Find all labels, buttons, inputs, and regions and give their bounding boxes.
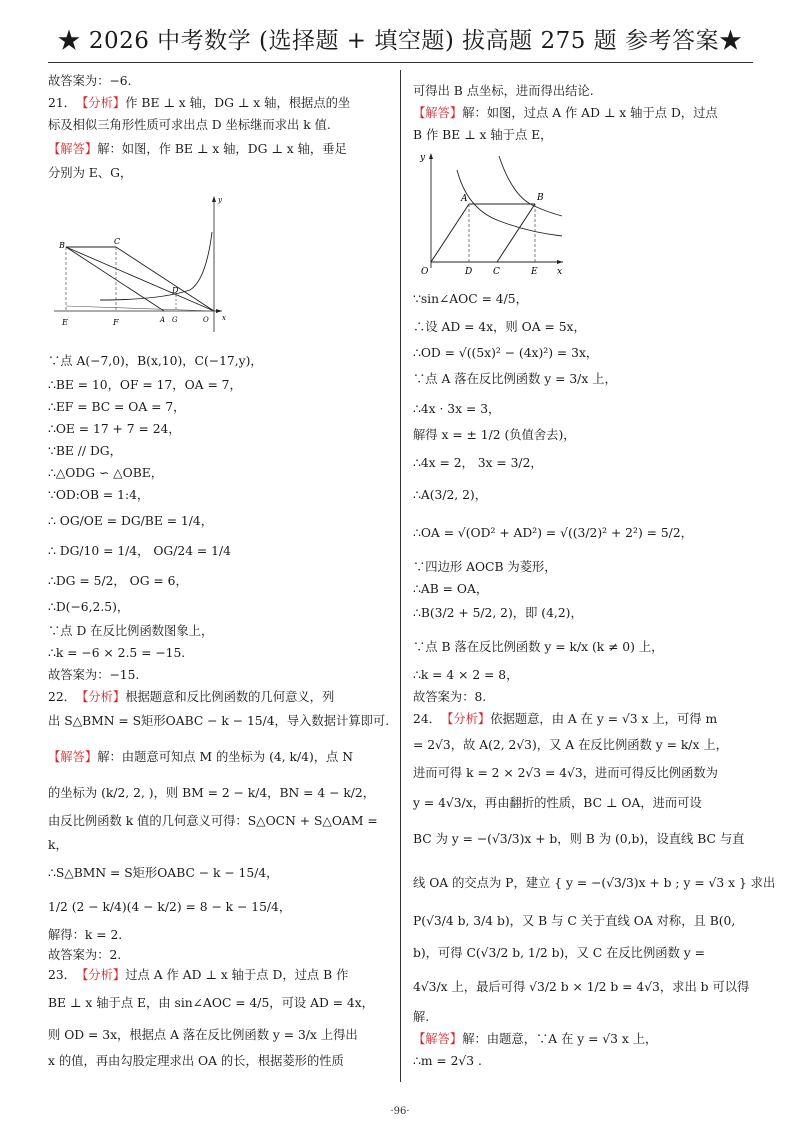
line: 标及相似三角形性质可求出点 D 坐标继而求出 k 值. xyxy=(48,118,331,132)
line: ∴S△BMN = S矩形OABC − k − 15/4， xyxy=(48,866,279,880)
line: 可得出 B 点坐标，进而得出结论. xyxy=(413,84,594,98)
line: 由反比例函数 k 值的几何意义可得：S△OCN + S△OAM = xyxy=(48,814,378,828)
header-rule xyxy=(48,62,753,63)
label-A: A xyxy=(160,316,166,324)
label-C: C xyxy=(493,267,500,277)
line: b)，可得 C(√3/2 b, 1/2 b)，又 C 在反比例函数 y = xyxy=(413,946,705,960)
line: ∴4x · 3x = 3， xyxy=(413,402,501,416)
label-E: E xyxy=(62,318,68,327)
line: = 2√3，故 A(2, 2√3)，又 A 在反比例函数 y = k/x 上， xyxy=(413,738,728,752)
label-D: D xyxy=(172,286,179,295)
line: 4√3/x 上，最后可得 √3/2 b × 1/2 b = 4√3，求出 b 可以得 xyxy=(413,980,750,994)
column-divider xyxy=(400,70,401,1082)
label-y: y xyxy=(218,196,222,204)
label-F: F xyxy=(113,318,119,327)
line: ∴ OG/OE = DG/BE = 1/4， xyxy=(48,514,214,528)
line: k， xyxy=(48,838,68,852)
line: ∴k = 4 × 2 = 8， xyxy=(413,668,519,682)
label-D: D xyxy=(465,267,473,277)
analysis-line: 【分析】作 BE ⊥ x 轴，DG ⊥ x 轴，根据点的坐 xyxy=(76,96,351,110)
line: 的坐标为 (k/2, 2, )，则 BM = 2 − k/4，BN = 4 − k/2， xyxy=(48,786,376,800)
line: y = 4√3/x，再由翻折的性质，BC ⊥ OA，进而可设 xyxy=(413,796,702,810)
line: ∵点 B 落在反比例函数 y = k/x (k ≠ 0) 上， xyxy=(413,640,664,654)
line: 分别为 E、G， xyxy=(48,166,133,180)
answer-line: 【解答】解：如图，过点 A 作 AD ⊥ x 轴于点 D，过点 xyxy=(413,106,718,120)
question-number: 23． xyxy=(48,968,76,982)
label-O: O xyxy=(203,316,209,324)
line: ∴EF = BC = OA = 7， xyxy=(48,400,186,414)
line: ∵点 D 在反比例函数图象上， xyxy=(48,624,214,638)
line: 出 S△BMN = S矩形OABC − k − 15/4，导入数据计算即可. xyxy=(48,714,390,728)
line: ∴AB = OA， xyxy=(413,582,489,596)
line: P(√3/4 b, 3/4 b)，又 B 与 C 关于直线 OA 对称，且 B(0, xyxy=(413,914,736,928)
label-y: y xyxy=(420,153,426,163)
line: ∵BE // DG， xyxy=(48,444,122,458)
line: 线 OA 的交点为 P，建立 { y = −(√3/3)x + b ; y = √3 x } 求出 xyxy=(413,876,776,890)
line: 故答案为：2. xyxy=(48,948,122,962)
label-O: O xyxy=(421,267,429,277)
line: ∵点 A 落在反比例函数 y = 3/x 上， xyxy=(413,372,617,386)
line: ∴ DG/10 = 1/4， OG/24 = 1/4 xyxy=(48,544,231,558)
line: ∴A(3/2, 2)， xyxy=(413,488,488,502)
page-number: ·96· xyxy=(390,1106,410,1117)
line: ∴△ODG ∽ △OBE， xyxy=(48,466,164,480)
line: BE ⊥ x 轴于点 E，由 sin∠AOC = 4/5，可设 AD = 4x， xyxy=(48,996,374,1010)
analysis-line: 【分析】过点 A 作 AD ⊥ x 轴于点 D，过点 B 作 xyxy=(76,968,349,982)
line: ∵四边形 AOCB 为菱形， xyxy=(413,560,557,574)
page-title: ★ 2026 中考数学 (选择题 + 填空题) 拔高题 275 题 参考答案★ xyxy=(57,28,743,54)
line: ∵sin∠AOC = 4/5， xyxy=(413,292,528,306)
figure-21 xyxy=(50,192,230,337)
line: x 的值，再由勾股定理求出 OA 的长，根据菱形的性质 xyxy=(48,1054,344,1068)
line: 故答案为：−6. xyxy=(48,74,132,88)
line: ∴D(−6,2.5)， xyxy=(48,600,130,614)
line: ∴m = 2√3 . xyxy=(413,1054,482,1068)
figure-23 xyxy=(417,150,567,280)
line: 解得 x = ± 1/2 (负值舍去)， xyxy=(413,428,576,442)
line: ∴OE = 17 + 7 = 24， xyxy=(48,422,181,436)
line: BC 为 y = −(√3/3)x + b，则 B 为 (0,b)，设直线 BC 与直 xyxy=(413,832,745,846)
line: ∴OA = √(OD² + AD²) = √((3/2)² + 2²) = 5/2， xyxy=(413,526,693,540)
line: ∴k = −6 × 2.5 = −15. xyxy=(48,646,186,660)
label-C: C xyxy=(114,237,121,246)
line: ∴4x = 2， 3x = 3/2， xyxy=(413,456,543,470)
line: 故答案为：8. xyxy=(413,690,487,704)
line: ∴设 AD = 4x，则 OA = 5x， xyxy=(413,320,586,334)
answer-line: 【解答】解：由题意可知点 M 的坐标为 (4, k/4)，点 N xyxy=(48,750,354,764)
question-number: 22． xyxy=(48,690,76,704)
line: 则 OD = 3x，根据点 A 落在反比例函数 y = 3/x 上得出 xyxy=(48,1028,358,1042)
line: ∵OD:OB = 1:4， xyxy=(48,488,150,502)
line: ∴BE = 10，OF = 17，OA = 7， xyxy=(48,378,242,392)
label-x: x xyxy=(557,267,563,277)
line: ∴OD = √((5x)² − (4x)²) = 3x， xyxy=(413,346,599,360)
line: 故答案为：−15. xyxy=(48,668,140,682)
line: 解得：k = 2. xyxy=(48,928,123,942)
label-B: B xyxy=(537,193,544,203)
line: 进而可得 k = 2 × 2√3 = 4√3，进而可得反比例函数为 xyxy=(413,766,718,780)
label-G: G xyxy=(172,316,178,324)
label-E: E xyxy=(531,267,538,277)
answer-line: 【解答】解：如图，作 BE ⊥ x 轴，DG ⊥ x 轴，垂足 xyxy=(48,142,347,156)
answer-line: 【解答】解：由题意，∵A 在 y = √3 x 上， xyxy=(413,1032,658,1046)
label-B: B xyxy=(59,241,65,250)
label-A: A xyxy=(461,194,468,204)
analysis-line: 【分析】根据题意和反比例函数的几何意义，列 xyxy=(76,690,335,704)
line: ∵点 A(−7,0)，B(x,10)，C(−17,y)， xyxy=(48,354,263,368)
question-number: 24． xyxy=(413,712,441,726)
line: 1/2 (2 − k/4)(4 − k/2) = 8 − k − 15/4， xyxy=(48,900,292,914)
line: ∴B(3/2 + 5/2, 2)，即 (4,2)， xyxy=(413,606,583,620)
line: ∴DG = 5/2， OG = 6， xyxy=(48,574,188,588)
line: 解. xyxy=(413,1010,430,1024)
analysis-line: 【分析】依据题意，由 A 在 y = √3 x 上，可得 m xyxy=(441,712,718,726)
question-number: 21． xyxy=(48,96,76,110)
line: B 作 BE ⊥ x 轴于点 E， xyxy=(413,128,553,142)
label-x: x xyxy=(222,314,226,322)
